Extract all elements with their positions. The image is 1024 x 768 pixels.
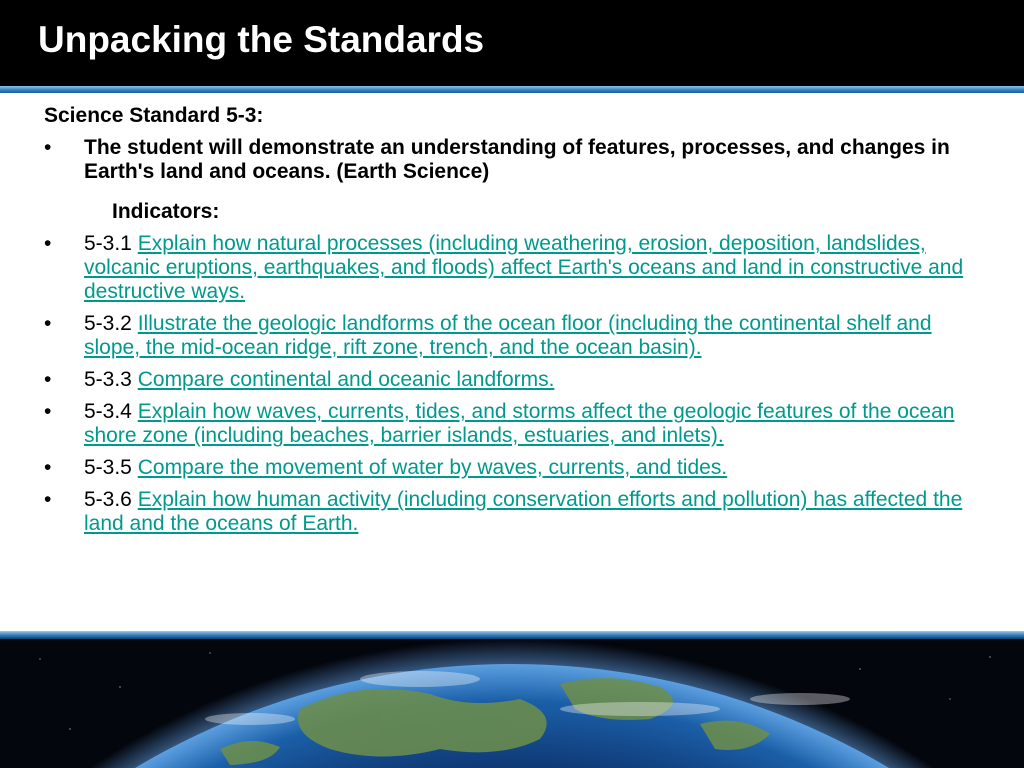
standard-heading: Science Standard 5-3: [44,104,264,127]
indicator-item [44,456,984,480]
earth-image [0,639,1024,768]
indicator-code: 5-3.6 [84,488,132,511]
standard-statement-item [44,136,984,184]
bullet: • [44,456,52,479]
indicators-label: Indicators: [112,200,220,223]
bullet: • [44,488,52,511]
indicator-item [44,368,984,392]
bullet: • [44,312,52,335]
indicator-code: 5-3.5 [84,456,132,479]
slide-content [44,104,984,544]
indicator-link[interactable]: Compare continental and oceanic landforms. [137,368,555,391]
indicator-code: 5-3.4 [84,400,132,423]
indicator-item [44,400,984,448]
title-divider [0,86,1024,93]
slide-title: Unpacking the Standards [38,19,485,60]
indicator-code: 5-3.3 [84,368,132,391]
bullet: • [44,400,52,423]
indicator-link[interactable]: Compare the movement of water by waves, currents, and tides. [137,456,728,479]
indicator-link[interactable]: Explain how natural processes (including weathering, erosion, deposition, landslides, volcanic eruptions, earthquakes, and floods) affect Earth's oceans and land in constructive and destructive ways. [84,232,964,303]
footer-divider [0,631,1024,639]
indicator-item [44,312,984,360]
indicator-item [44,232,984,304]
indicator-code: 5-3.2 [84,312,132,335]
earth-globe-image [0,639,1024,768]
title-bar [0,0,1024,86]
indicator-link[interactable]: Illustrate the geologic landforms of the ocean floor (including the continental shelf and slope, the mid-ocean ridge, rift zone, trench, and the ocean basin). [84,312,932,359]
bullet: • [44,368,52,391]
indicator-item [44,488,984,536]
indicator-code: 5-3.1 [84,232,132,255]
indicator-link[interactable]: Explain how human activity (including conservation efforts and pollution) has affected the land and the oceans of Earth. [84,488,963,535]
indicator-link[interactable]: Explain how waves, currents, tides, and storms affect the geologic features of the ocean shore zone (including beaches, barrier islands, estuaries, and inlets). [84,400,955,447]
standard-statement: The student will demonstrate an understanding of features, processes, and changes in Earth's land and oceans. (Earth Science) [84,136,950,183]
bullet: • [44,232,52,255]
bullet: • [44,136,52,159]
